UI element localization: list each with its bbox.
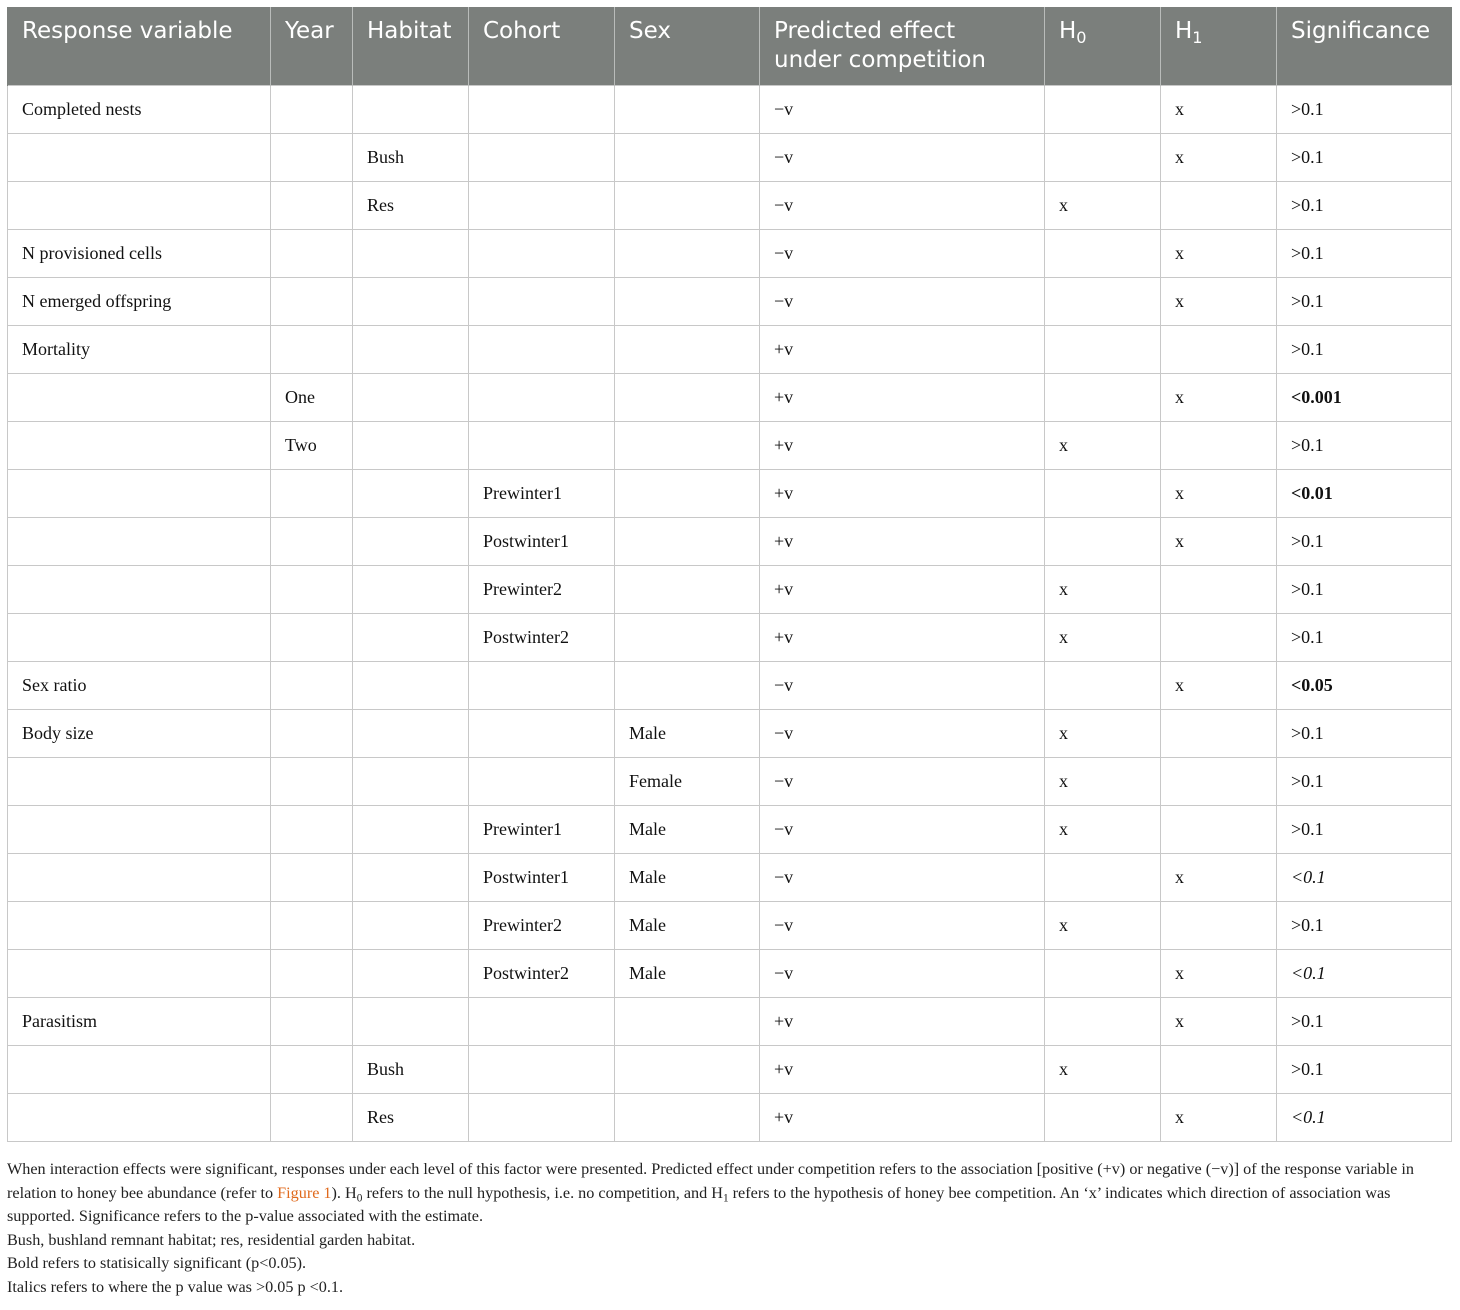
cell-h0: x [1045, 806, 1161, 854]
cell-cohort [469, 1046, 615, 1094]
cell-cohort [469, 710, 615, 758]
cell-predicted-effect: +v [760, 470, 1045, 518]
cell-predicted-effect: −v [760, 662, 1045, 710]
cell-sex [615, 1046, 760, 1094]
cell-habitat [353, 902, 469, 950]
cell-h0: x [1045, 1046, 1161, 1094]
cell-habitat: Bush [353, 1046, 469, 1094]
cell-cohort [469, 758, 615, 806]
cell-significance: >0.1 [1277, 710, 1452, 758]
cell-cohort [469, 230, 615, 278]
cell-cohort: Prewinter2 [469, 566, 615, 614]
table-row [8, 518, 1452, 566]
cell-response-variable: Sex ratio [8, 662, 271, 710]
cell-sex [615, 470, 760, 518]
cell-year [271, 278, 353, 326]
cell-year [271, 182, 353, 230]
cell-cohort [469, 182, 615, 230]
table-row [8, 134, 1452, 182]
footnote-abbreviations: Bush, bushland remnant habitat; res, residential garden habitat. [7, 1230, 416, 1249]
cell-h0 [1045, 518, 1161, 566]
cell-significance: >0.1 [1277, 422, 1452, 470]
cell-cohort [469, 1094, 615, 1142]
cell-response-variable [8, 374, 271, 422]
table-row [8, 326, 1452, 374]
cell-significance: >0.1 [1277, 518, 1452, 566]
cell-h1 [1161, 614, 1277, 662]
figure-1-link[interactable]: Figure 1 [277, 1183, 332, 1202]
cell-year [271, 614, 353, 662]
results-table [7, 7, 1452, 1142]
cell-response-variable [8, 1046, 271, 1094]
header-significance: Significance [1277, 7, 1452, 86]
header-year: Year [271, 7, 353, 86]
table-row [8, 182, 1452, 230]
cell-significance: <0.1 [1277, 1094, 1452, 1142]
cell-habitat [353, 614, 469, 662]
table-row [8, 86, 1452, 134]
cell-significance: <0.001 [1277, 374, 1452, 422]
header-h0-sub: 0 [1076, 27, 1087, 47]
table-row [8, 614, 1452, 662]
cell-predicted-effect: +v [760, 518, 1045, 566]
cell-habitat [353, 710, 469, 758]
cell-habitat [353, 278, 469, 326]
cell-habitat [353, 422, 469, 470]
cell-h1: x [1161, 1094, 1277, 1142]
cell-habitat [353, 326, 469, 374]
cell-year [271, 806, 353, 854]
cell-habitat [353, 86, 469, 134]
cell-response-variable: N provisioned cells [8, 230, 271, 278]
cell-year: Two [271, 422, 353, 470]
cell-significance: >0.1 [1277, 326, 1452, 374]
table-row [8, 374, 1452, 422]
cell-year [271, 518, 353, 566]
cell-response-variable: Mortality [8, 326, 271, 374]
header-h1 [1161, 7, 1277, 86]
cell-habitat [353, 662, 469, 710]
cell-h1: x [1161, 134, 1277, 182]
cell-significance: <0.1 [1277, 950, 1452, 998]
cell-significance: >0.1 [1277, 758, 1452, 806]
footnote-h1-sub: 1 [722, 1191, 729, 1204]
cell-response-variable [8, 950, 271, 998]
cell-h0 [1045, 278, 1161, 326]
cell-response-variable [8, 614, 271, 662]
cell-predicted-effect: −v [760, 230, 1045, 278]
cell-h1 [1161, 902, 1277, 950]
table-row [8, 854, 1452, 902]
cell-significance: <0.1 [1277, 854, 1452, 902]
cell-sex [615, 326, 760, 374]
cell-h1 [1161, 710, 1277, 758]
header-cohort: Cohort [469, 7, 615, 86]
cell-cohort [469, 662, 615, 710]
cell-h1: x [1161, 854, 1277, 902]
cell-year [271, 902, 353, 950]
cell-h0: x [1045, 566, 1161, 614]
cell-h1 [1161, 806, 1277, 854]
table-body [8, 86, 1452, 1142]
cell-year [271, 470, 353, 518]
cell-sex [615, 278, 760, 326]
cell-year [271, 950, 353, 998]
cell-response-variable [8, 902, 271, 950]
cell-predicted-effect: −v [760, 278, 1045, 326]
cell-significance: <0.01 [1277, 470, 1452, 518]
cell-response-variable: Body size [8, 710, 271, 758]
cell-sex: Male [615, 806, 760, 854]
cell-cohort: Prewinter1 [469, 470, 615, 518]
cell-year [271, 854, 353, 902]
cell-year [271, 230, 353, 278]
cell-sex [615, 614, 760, 662]
cell-cohort: Postwinter2 [469, 950, 615, 998]
table-row [8, 662, 1452, 710]
cell-h1: x [1161, 278, 1277, 326]
header-h1-base: H [1175, 18, 1193, 44]
cell-habitat [353, 758, 469, 806]
cell-year [271, 134, 353, 182]
cell-habitat: Res [353, 1094, 469, 1142]
cell-cohort: Postwinter1 [469, 854, 615, 902]
cell-predicted-effect: +v [760, 566, 1045, 614]
cell-h0: x [1045, 614, 1161, 662]
table-row [8, 950, 1452, 998]
footnote-explanation [7, 1158, 1453, 1229]
cell-significance: >0.1 [1277, 566, 1452, 614]
table-row [8, 230, 1452, 278]
cell-sex: Male [615, 854, 760, 902]
cell-significance: >0.1 [1277, 86, 1452, 134]
cell-h1 [1161, 1046, 1277, 1094]
cell-habitat [353, 518, 469, 566]
table-row [8, 470, 1452, 518]
table-row [8, 758, 1452, 806]
header-habitat: Habitat [353, 7, 469, 86]
cell-cohort [469, 422, 615, 470]
cell-response-variable [8, 1094, 271, 1142]
footnote-text-b: ). H [331, 1183, 357, 1202]
cell-sex: Male [615, 950, 760, 998]
cell-predicted-effect: −v [760, 854, 1045, 902]
cell-predicted-effect: −v [760, 806, 1045, 854]
cell-h0: x [1045, 902, 1161, 950]
cell-predicted-effect: −v [760, 710, 1045, 758]
cell-h0 [1045, 854, 1161, 902]
table-row [8, 1094, 1452, 1142]
cell-response-variable: N emerged offspring [8, 278, 271, 326]
cell-sex [615, 182, 760, 230]
table-row [8, 566, 1452, 614]
cell-h0 [1045, 1094, 1161, 1142]
header-predicted-effect [760, 7, 1045, 86]
cell-habitat [353, 998, 469, 1046]
table-footnotes [7, 1158, 1453, 1299]
cell-h0: x [1045, 710, 1161, 758]
cell-cohort: Prewinter2 [469, 902, 615, 950]
cell-h1 [1161, 326, 1277, 374]
cell-cohort: Postwinter1 [469, 518, 615, 566]
cell-cohort [469, 374, 615, 422]
cell-significance: >0.1 [1277, 998, 1452, 1046]
cell-h1: x [1161, 662, 1277, 710]
cell-significance: >0.1 [1277, 614, 1452, 662]
cell-response-variable [8, 806, 271, 854]
cell-predicted-effect: +v [760, 1046, 1045, 1094]
cell-significance: >0.1 [1277, 806, 1452, 854]
cell-year [271, 710, 353, 758]
cell-predicted-effect: −v [760, 134, 1045, 182]
cell-h0 [1045, 662, 1161, 710]
cell-significance: >0.1 [1277, 230, 1452, 278]
cell-h1 [1161, 566, 1277, 614]
cell-sex: Female [615, 758, 760, 806]
footnote-bold: Bold refers to statisically significant (p<0.05). [7, 1254, 307, 1272]
cell-response-variable [8, 566, 271, 614]
cell-h0 [1045, 470, 1161, 518]
cell-h1 [1161, 422, 1277, 470]
cell-year [271, 326, 353, 374]
cell-sex [615, 422, 760, 470]
results-table-container [7, 7, 1451, 1142]
cell-habitat: Res [353, 182, 469, 230]
cell-sex [615, 134, 760, 182]
cell-cohort [469, 326, 615, 374]
table-row [8, 1046, 1452, 1094]
footnote-h0-sub: 0 [356, 1191, 363, 1204]
header-predicted-line2: under competition [774, 47, 987, 73]
cell-cohort: Postwinter2 [469, 614, 615, 662]
cell-response-variable [8, 518, 271, 566]
cell-predicted-effect: +v [760, 1094, 1045, 1142]
cell-significance: >0.1 [1277, 134, 1452, 182]
cell-response-variable [8, 422, 271, 470]
cell-h1: x [1161, 950, 1277, 998]
cell-significance: >0.1 [1277, 1046, 1452, 1094]
cell-significance: >0.1 [1277, 278, 1452, 326]
footnote-text-c: refers to the null hypothesis, i.e. no competition, and H [362, 1183, 723, 1202]
footnote-text-a: When interaction effects were significant, responses under each level of this factor were presented. Predicted effect under competition refers to the association [positive (+v) or negative (−v)] of the response variable in relation to honey bee abundance (refer to [7, 1160, 1414, 1202]
cell-significance: <0.05 [1277, 662, 1452, 710]
cell-sex: Male [615, 710, 760, 758]
cell-h0 [1045, 326, 1161, 374]
cell-predicted-effect: −v [760, 902, 1045, 950]
header-response-variable: Response variable [8, 7, 271, 86]
cell-predicted-effect: −v [760, 182, 1045, 230]
cell-habitat [353, 806, 469, 854]
cell-h0 [1045, 134, 1161, 182]
cell-sex [615, 86, 760, 134]
cell-h1 [1161, 758, 1277, 806]
cell-h0 [1045, 950, 1161, 998]
cell-sex [615, 566, 760, 614]
cell-year: One [271, 374, 353, 422]
table-row [8, 806, 1452, 854]
footnote-text-d: refers to the hypothesis of honey bee competition. An ‘x’ indicates which direction of association was supported. Significance refers to the p-value associated with the estimate. [7, 1183, 1391, 1225]
cell-habitat [353, 950, 469, 998]
cell-h0: x [1045, 182, 1161, 230]
cell-response-variable [8, 758, 271, 806]
cell-cohort [469, 998, 615, 1046]
table-row [8, 422, 1452, 470]
table-row [8, 902, 1452, 950]
cell-h1: x [1161, 998, 1277, 1046]
table-header-row [8, 7, 1452, 86]
cell-predicted-effect: +v [760, 374, 1045, 422]
cell-habitat [353, 230, 469, 278]
cell-h1: x [1161, 374, 1277, 422]
cell-habitat [353, 470, 469, 518]
cell-cohort [469, 134, 615, 182]
cell-response-variable [8, 182, 271, 230]
cell-h1 [1161, 182, 1277, 230]
cell-h0 [1045, 230, 1161, 278]
cell-h1: x [1161, 470, 1277, 518]
cell-year [271, 998, 353, 1046]
cell-sex [615, 374, 760, 422]
cell-h1: x [1161, 518, 1277, 566]
cell-response-variable [8, 470, 271, 518]
table-row [8, 998, 1452, 1046]
cell-h0: x [1045, 758, 1161, 806]
cell-response-variable [8, 854, 271, 902]
cell-predicted-effect: +v [760, 326, 1045, 374]
header-predicted-line1: Predicted effect [774, 18, 956, 44]
cell-sex [615, 662, 760, 710]
cell-response-variable [8, 134, 271, 182]
header-sex: Sex [615, 7, 760, 86]
header-h0 [1045, 7, 1161, 86]
cell-cohort [469, 86, 615, 134]
cell-year [271, 758, 353, 806]
cell-year [271, 662, 353, 710]
cell-habitat [353, 566, 469, 614]
cell-response-variable: Parasitism [8, 998, 271, 1046]
cell-significance: >0.1 [1277, 182, 1452, 230]
header-h1-sub: 1 [1192, 27, 1203, 47]
cell-h0 [1045, 86, 1161, 134]
cell-habitat: Bush [353, 134, 469, 182]
cell-predicted-effect: −v [760, 758, 1045, 806]
cell-cohort [469, 278, 615, 326]
cell-year [271, 566, 353, 614]
cell-predicted-effect: +v [760, 422, 1045, 470]
cell-predicted-effect: −v [760, 950, 1045, 998]
cell-habitat [353, 854, 469, 902]
footnote-italics: Italics refers to where the p value was >0.05 p <0.1. [7, 1277, 344, 1296]
cell-h0: x [1045, 422, 1161, 470]
header-h0-base: H [1059, 18, 1077, 44]
cell-cohort: Prewinter1 [469, 806, 615, 854]
table-row [8, 278, 1452, 326]
cell-h0 [1045, 998, 1161, 1046]
cell-sex [615, 998, 760, 1046]
cell-sex: Male [615, 902, 760, 950]
cell-sex [615, 1094, 760, 1142]
cell-predicted-effect: +v [760, 998, 1045, 1046]
cell-h0 [1045, 374, 1161, 422]
cell-year [271, 86, 353, 134]
cell-habitat [353, 374, 469, 422]
cell-year [271, 1094, 353, 1142]
cell-year [271, 1046, 353, 1094]
cell-predicted-effect: −v [760, 86, 1045, 134]
cell-significance: >0.1 [1277, 902, 1452, 950]
cell-response-variable: Completed nests [8, 86, 271, 134]
cell-sex [615, 230, 760, 278]
cell-predicted-effect: +v [760, 614, 1045, 662]
cell-h1: x [1161, 230, 1277, 278]
cell-sex [615, 518, 760, 566]
table-row [8, 710, 1452, 758]
cell-h1: x [1161, 86, 1277, 134]
